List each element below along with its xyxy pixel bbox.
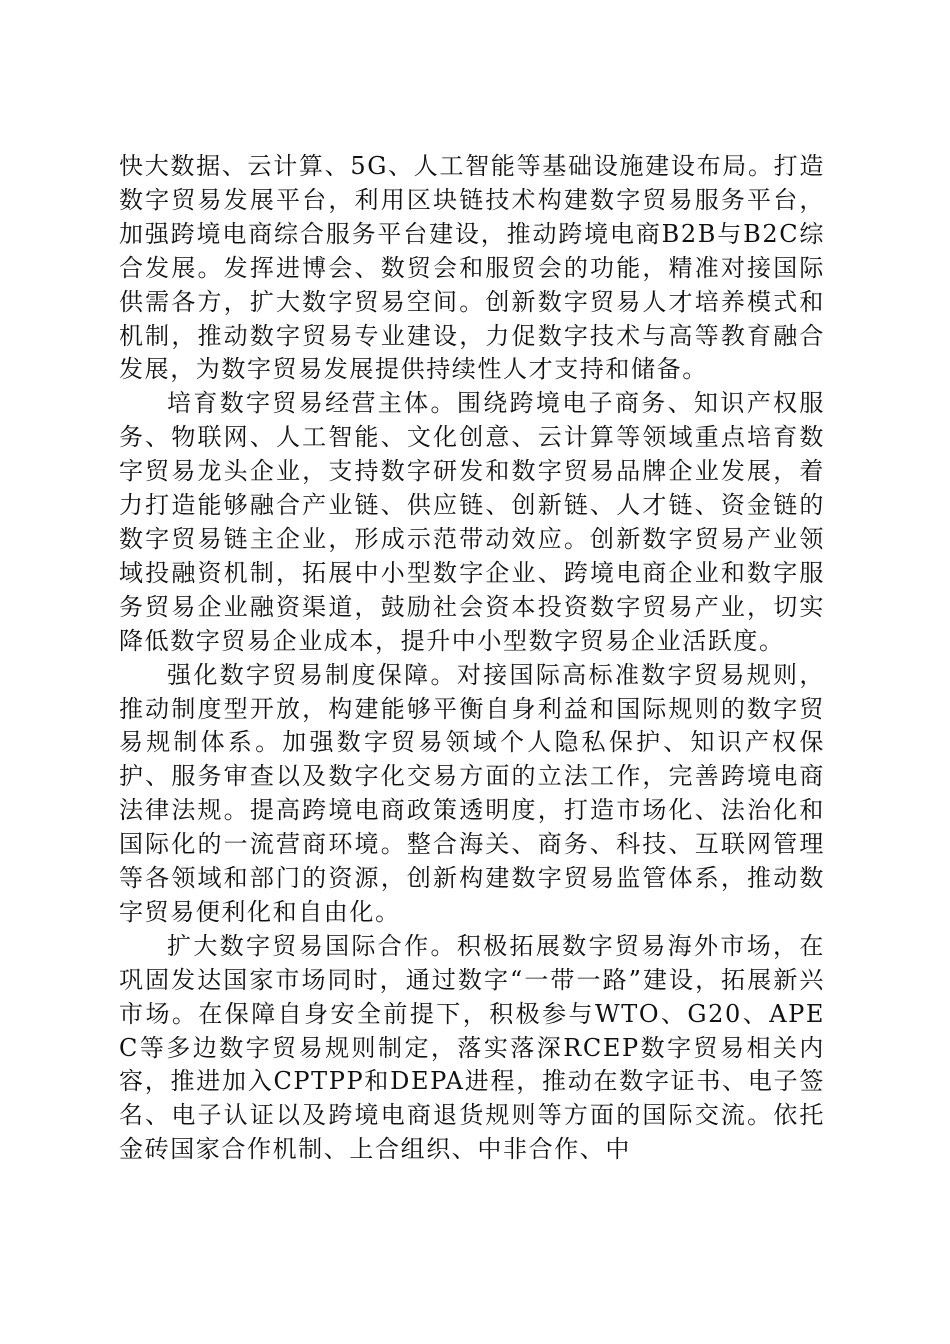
paragraph-institutional-guarantee: 强化数字贸易制度保障。对接国际高标准数字贸易规则，推动制度型开放，构建能够平衡自身利益和国际规则的数字贸易规制体系。加强数字贸易领域个人隐私保护、知识产权保护、服务审查以及数字化交易方面的立法工作，完善跨境电商法律法规。提高跨境电商政策透明度，打造市场化、法治化和国际化的一流营商环境。整合海关、商务、科技、互联网管理等各领域和部门的资源，创新构建数字贸易监管体系，推动数字贸易便利化和自由化。 (119, 660, 825, 926)
paragraph-international-cooperation: 扩大数字贸易国际合作。积极拓展数字贸易海外市场，在巩固发达国家市场同时，通过数字“一带一路”建设，拓展新兴市场。在保障自身安全前提下，积极参与WTO、G20、APEC等多边数字贸易规则制定，落实落深RCEP数字贸易相关内容，推进加入CPTPP和DEPA进程，推动在数字证书、电子签名、电子认证以及跨境电商退货规则等方面的国际交流。依托金砖国家合作机制、上合组织、中非合作、中 (119, 931, 825, 1164)
paragraph-market-entities: 培育数字贸易经营主体。围绕跨境电子商务、知识产权服务、物联网、人工智能、文化创意、云计算等领域重点培育数字贸易龙头企业，支持数字研发和数字贸易品牌企业发展，着力打造能够融合产业链、供应链、创新链、人才链、资金链的数字贸易链主企业，形成示范带动效应。创新数字贸易产业领域投融资机制，拓展中小型数字企业、跨境电商企业和数字服务贸易企业融资渠道，鼓励社会资本投资数字贸易产业，切实降低数字贸易企业成本，提升中小型数字贸易企业活跃度。 (119, 389, 825, 655)
document-body (119, 150, 825, 1167)
paragraph-infrastructure: 快大数据、云计算、5G、人工智能等基础设施建设布局。打造数字贸易发展平台，利用区块链技术构建数字贸易服务平台，加强跨境电商综合服务平台建设，推动跨境电商B2B与B2C综合发展。发挥进博会、数贸会和服贸会的功能，精准对接国际供需各方，扩大数字贸易空间。创新数字贸易人才培养模式和机制，推动数字贸易专业建设，力促数字技术与高等教育融合发展，为数字贸易发展提供持续性人才支持和储备。 (119, 152, 825, 384)
